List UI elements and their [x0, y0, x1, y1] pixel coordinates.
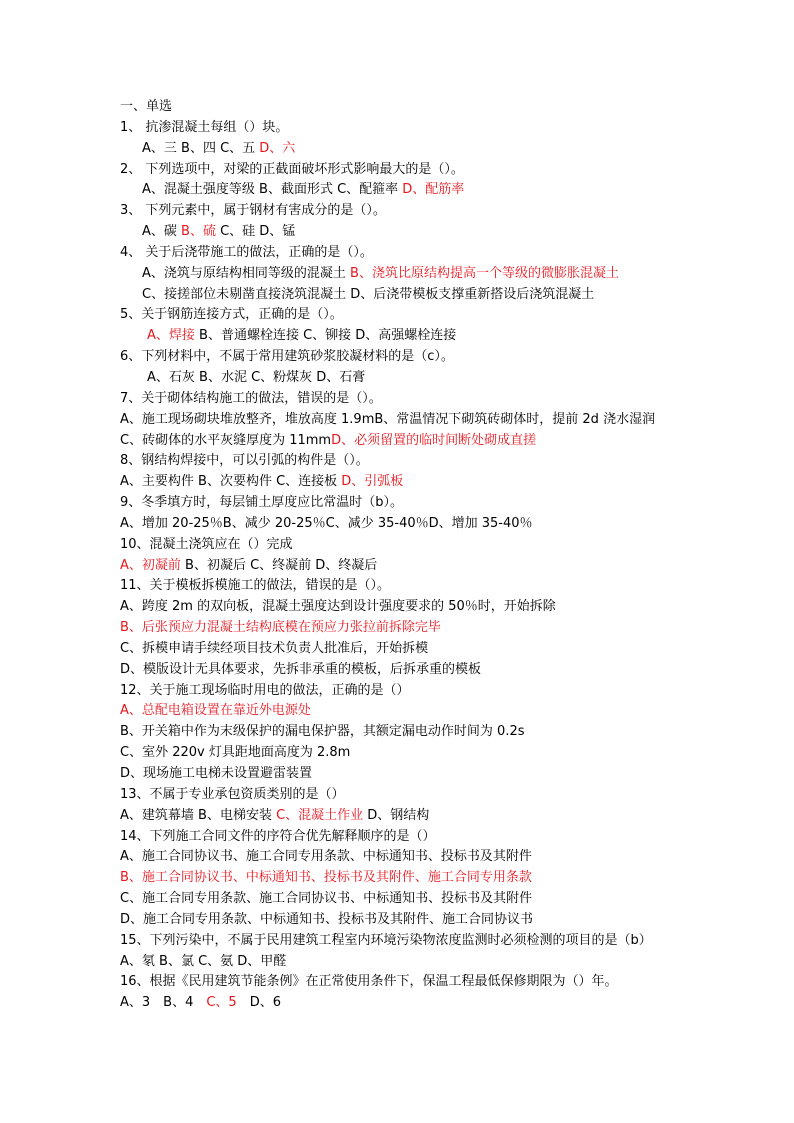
option-text: A、主要构件 B、次要构件 C、连接板 [120, 474, 342, 490]
correct-answer: A、焊接 [147, 328, 195, 344]
option-text: C、砖砌体的水平灰缝厚度为 11mm [120, 432, 332, 448]
option-text: C、室外 220v 灯具距地面高度为 2.8m [120, 745, 351, 761]
option-text: A、建筑幕墙 B、电梯安装 [120, 807, 277, 823]
question-list [120, 97, 760, 1014]
answer-options [120, 847, 760, 868]
option-text: A、施工合同协议书、施工合同专用条款、中标通知书、投标书及其附件 [120, 849, 532, 865]
question-stem: 3、 下列元素中，属于钢材有害成分的是（）。 [120, 203, 386, 219]
answer-options [120, 618, 760, 639]
question-stem: 5、关于钢筋连接方式，正确的是（）。 [120, 307, 343, 323]
question-stem: 11、关于模板拆模施工的做法，错误的是（）。 [120, 578, 391, 594]
option-text: B、普通螺栓连接 C、铆接 D、高强螺栓连接 [194, 328, 457, 344]
answer-options [120, 410, 760, 431]
option-text: B、初凝后 C、终凝前 D、终凝后 [180, 557, 378, 573]
option-text: A、增加 20-25％B、减少 20-25％C、减少 35-40％D、增加 35-40％ [120, 515, 533, 531]
question-stem: 14、下列施工合同文件的序符合优先解释顺序的是（） [120, 828, 436, 844]
correct-answer: D、配筋率 [402, 182, 465, 198]
question-stem: 7、关于砌体结构施工的做法，错误的是（）。 [120, 390, 382, 406]
answer-options [120, 743, 760, 764]
option-text: D、钢结构 [363, 807, 430, 823]
correct-answer: B、施工合同协议书、中标通知书、投标书及其附件、施工合同专用条款 [120, 870, 532, 886]
question-stem: 2、 下列选项中，对梁的正截面破坏形式影响最大的是（）。 [120, 161, 464, 177]
question-stem: 16、根据《民用建筑节能条例》在正常使用条件下，保温工程最低保修期限为（）年。 [120, 974, 618, 990]
answer-options [120, 889, 760, 910]
option-text: A、跨度 2m 的双向板，混凝土强度达到设计强度要求的 50％时，开始拆除 [120, 599, 556, 615]
answer-options [120, 431, 760, 452]
option-text: C、接搓部位未剔凿直接浇筑混凝土 D、后浇带模板支撑重新搭设后浇筑混凝土 [142, 286, 595, 302]
answer-options [120, 993, 760, 1014]
option-text: D、施工合同专用条款、中标通知书、投标书及其附件、施工合同协议书 [120, 911, 534, 927]
answer-options [120, 285, 760, 306]
correct-answer: D、六 [259, 140, 296, 156]
correct-answer: C、5 [206, 995, 237, 1011]
answer-options [120, 368, 760, 389]
correct-answer: C、混凝土作业 [276, 807, 364, 823]
answer-options [120, 868, 760, 889]
option-text: A、3 B、4 [120, 995, 207, 1011]
option-text: D、现场施工电梯未设置避雷装置 [120, 766, 313, 781]
answer-options [120, 910, 760, 931]
option-text: A、混凝土强度等级 B、截面形式 C、配箍率 [142, 182, 403, 198]
question-stem: 15、下列污染中，不属于民用建筑工程室内环境污染物浓度监测时必须检测的项目的是（b） [120, 932, 652, 948]
option-text: A、碳 [142, 224, 182, 240]
answer-options [120, 264, 760, 285]
option-text: A、三 B、四 C、五 [142, 140, 260, 156]
answer-options [120, 722, 760, 743]
answer-options [120, 180, 760, 201]
option-text: B、开关箱中作为末级保护的漏电保护器，其额定漏电动作时间为 0.2s [120, 724, 525, 740]
option-text: C、施工合同专用条款、施工合同协议书、中标通知书、投标书及其附件 [120, 891, 533, 907]
option-text: C、硅 D、锰 [215, 224, 296, 240]
question-stem: 4、 关于后浇带施工的做法，正确的是（）。 [120, 244, 373, 260]
question-stem: 12、关于施工现场临时用电的做法，正确的是（） [120, 682, 410, 698]
option-text: D、6 [236, 995, 282, 1011]
answer-options [120, 556, 760, 577]
answer-options [120, 764, 760, 785]
answer-options [120, 639, 760, 660]
option-text: A、石灰 B、水泥 C、粉煤灰 D、石膏 [147, 369, 366, 385]
correct-answer: B、浇筑比原结构提高一个等级的微膨胀混凝土 [350, 265, 619, 281]
answer-options [120, 952, 760, 973]
answer-options [120, 472, 760, 493]
correct-answer: A、初凝前 [120, 557, 181, 573]
answer-options [120, 514, 760, 535]
answer-options [120, 806, 760, 827]
correct-answer: D、引弧板 [341, 474, 404, 490]
option-text: D、模版设计无具体要求，先拆非承重的模板，后拆承重的模板 [120, 661, 482, 677]
answer-options [120, 326, 760, 347]
correct-answer: B、硫 [181, 224, 216, 240]
answer-options [120, 701, 760, 722]
answer-options [120, 222, 760, 243]
option-text: A、施工现场砌块堆放整齐，堆放高度 1.9mB、常温情况下砌筑砖砌体时，提前 2d 浇水湿润 [120, 411, 656, 427]
option-text: A、浇筑与原结构相同等级的混凝土 [142, 265, 351, 281]
correct-answer: D、必须留置的临时间断处砌成直搓 [331, 432, 537, 448]
question-stem: 9、冬季填方时，每层铺土厚度应比常温时（b）。 [120, 495, 404, 511]
option-text: C、拆模申请手续经项目技术负责人批准后，开始拆模 [120, 640, 429, 656]
question-stem: 13、不属于专业承包资质类别的是（） [120, 786, 345, 802]
question-stem: 8、钢结构焊接中，可以引弧的构件是（）。 [120, 453, 369, 469]
correct-answer: A、总配电箱设置在靠近外电源处 [120, 703, 311, 719]
question-stem: 1、 抗渗混凝土每组（）块。 [120, 119, 289, 135]
question-stem: 6、下列材料中，不属于常用建筑砂浆胶凝材料的是（c）。 [120, 349, 454, 365]
answer-options [120, 597, 760, 618]
question-stem: 10、混凝土浇筑应在（）完成 [120, 536, 293, 552]
correct-answer: B、后张预应力混凝土结构底模在预应力张拉前拆除完毕 [120, 620, 441, 636]
answer-options [120, 139, 760, 160]
option-text: A、氡 B、氯 C、氨 D、甲醛 [120, 953, 287, 969]
answer-options [120, 660, 760, 681]
section-title: 一、单选 [120, 99, 173, 114]
